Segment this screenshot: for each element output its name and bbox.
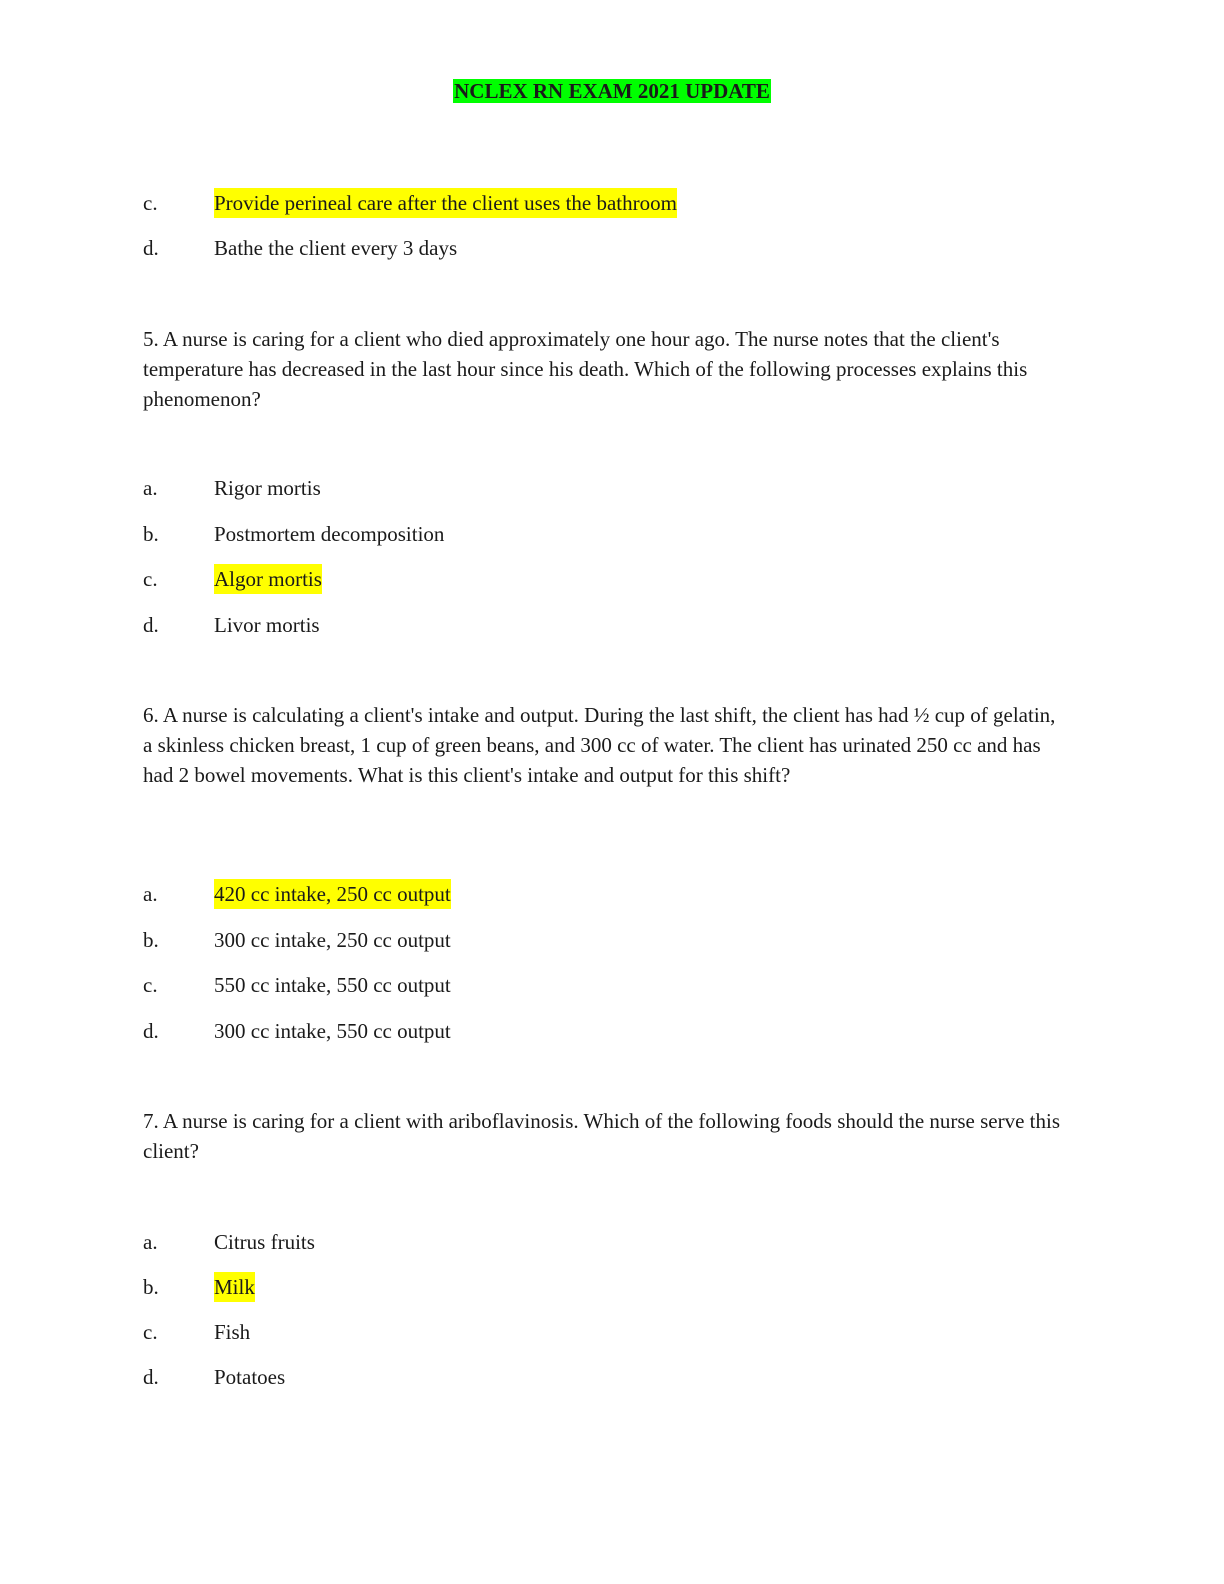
option-text: Rigor mortis <box>214 476 321 500</box>
option-text: Potatoes <box>214 1365 286 1389</box>
option-letter: c. <box>143 1320 158 1344</box>
option-letter: d. <box>143 236 159 260</box>
question-7 <box>143 1106 1063 1166</box>
page-title: NCLEX RN EXAM 2021 UPDATE <box>454 79 770 103</box>
question-5 <box>143 324 1063 414</box>
option-letter: a. <box>143 1230 158 1254</box>
q7-option-c <box>143 1317 1063 1347</box>
q6-option-a <box>143 879 1063 909</box>
option-letter: c. <box>143 191 158 215</box>
option-text: 550 cc intake, 550 cc output <box>214 973 451 997</box>
q5-option-c <box>143 564 1063 594</box>
option-text: 300 cc intake, 250 cc output <box>214 928 451 952</box>
q5-option-d <box>143 610 1063 640</box>
question-6 <box>143 700 1063 790</box>
option-text: Bathe the client every 3 days <box>214 236 458 260</box>
q7-option-a <box>143 1227 1063 1257</box>
option-text-correct: Milk <box>214 1272 255 1302</box>
question-7-text: 7. A nurse is caring for a client with ariboflavinosis. Which of the following foods should the nurse serve this client? <box>143 1109 1061 1163</box>
option-letter: b. <box>143 928 159 952</box>
option-letter: d. <box>143 613 159 637</box>
option-letter: c. <box>143 973 158 997</box>
q4-option-c <box>143 188 1063 218</box>
question-6-text: 6. A nurse is calculating a client's intake and output. During the last shift, the client has had ½ cup of gelatin, a skinless chicken breast, 1 cup of green beans, and 300 cc of water. The client has urinated 250 cc and has had 2 bowel movements. What is this client's intake and output for this shift? <box>143 703 1056 787</box>
option-text: Livor mortis <box>214 613 320 637</box>
option-letter: c. <box>143 567 158 591</box>
q7-option-b <box>143 1272 1063 1302</box>
q6-option-c <box>143 970 1063 1000</box>
option-letter: d. <box>143 1019 159 1043</box>
option-letter: b. <box>143 1275 159 1299</box>
option-letter: b. <box>143 522 159 546</box>
option-letter: a. <box>143 882 158 906</box>
option-text-correct: 420 cc intake, 250 cc output <box>214 879 451 909</box>
option-text: Citrus fruits <box>214 1230 315 1254</box>
q5-option-a <box>143 473 1063 503</box>
page-header <box>0 76 1224 106</box>
option-text: Postmortem decomposition <box>214 522 445 546</box>
option-text-correct: Provide perineal care after the client uses the bathroom <box>214 188 677 218</box>
question-5-text: 5. A nurse is caring for a client who died approximately one hour ago. The nurse notes that the client's temperature has decreased in the last hour since his death. Which of the following processes explains this phenomenon? <box>143 327 1028 411</box>
q6-option-b <box>143 925 1063 955</box>
option-text-correct: Algor mortis <box>214 564 322 594</box>
q4-option-d <box>143 233 1063 263</box>
option-letter: a. <box>143 476 158 500</box>
option-text: Fish <box>214 1320 251 1344</box>
q5-option-b <box>143 519 1063 549</box>
q6-option-d <box>143 1016 1063 1046</box>
q7-option-d <box>143 1362 1063 1392</box>
option-letter: d. <box>143 1365 159 1389</box>
option-text: 300 cc intake, 550 cc output <box>214 1019 451 1043</box>
